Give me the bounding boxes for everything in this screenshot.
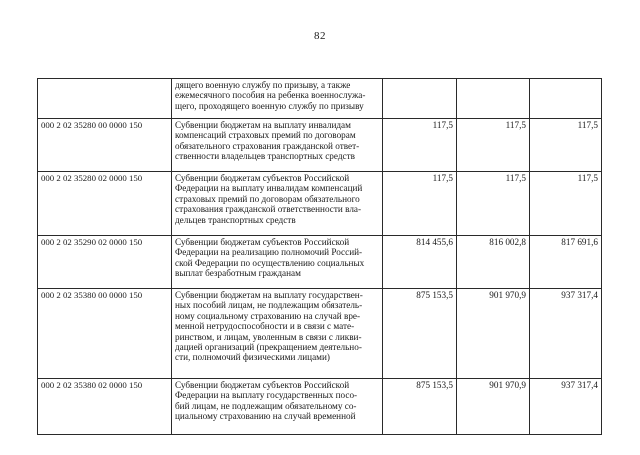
description-line: компенсаций страховых премий по договорам bbox=[175, 130, 356, 141]
budget-code-cell: 000 2 02 35290 02 0000 150 bbox=[38, 236, 172, 289]
description-line: бий лицам, не подлежащим обязательному со- bbox=[175, 400, 357, 411]
description-line: ственности владельцев транспортных средств bbox=[175, 151, 355, 162]
amount-year-2: 117,5 bbox=[457, 119, 530, 172]
description-line: ежемесячного пособия на ребенка военнослужа- bbox=[175, 90, 366, 101]
description-cell bbox=[172, 379, 383, 435]
description-line: страхования гражданской ответственности вла- bbox=[175, 204, 362, 215]
budget-code-cell: 000 2 02 35280 02 0000 150 bbox=[38, 172, 172, 236]
amount-year-2 bbox=[457, 79, 530, 119]
amount-year-3: 117,5 bbox=[530, 172, 602, 236]
table-row bbox=[38, 379, 602, 435]
budget-revenue-table bbox=[37, 78, 602, 435]
description-line: щего, проходящего военную службу по призыву bbox=[175, 100, 364, 111]
table-row bbox=[38, 79, 602, 119]
table-row bbox=[38, 236, 602, 289]
description-line: Субвенции бюджетам на выплату государствен- bbox=[175, 290, 363, 300]
amount-year-3 bbox=[530, 79, 602, 119]
amount-year-1: 117,5 bbox=[383, 172, 457, 236]
table-row bbox=[38, 172, 602, 236]
description-line: Субвенции бюджетам субъектов Российской bbox=[175, 380, 350, 390]
amount-year-1: 117,5 bbox=[383, 119, 457, 172]
amount-year-1 bbox=[383, 79, 457, 119]
description-line: дящего военную службу по призыву, а также bbox=[175, 80, 351, 90]
amount-year-3: 117,5 bbox=[530, 119, 602, 172]
description-cell bbox=[172, 236, 383, 289]
amount-year-2: 117,5 bbox=[457, 172, 530, 236]
budget-code-cell: 000 2 02 35380 00 0000 150 bbox=[38, 289, 172, 379]
description-line: Субвенции бюджетам субъектов Российской bbox=[175, 237, 350, 247]
description-line: Федерации на выплату государственных посо- bbox=[175, 390, 358, 401]
description-line: Субвенции бюджетам на выплату инвалидам bbox=[175, 120, 351, 130]
description-line: ринством, и лицам, уволенным в связи с ликви- bbox=[175, 331, 362, 342]
amount-year-2: 901 970,9 bbox=[457, 289, 530, 379]
amount-year-1: 814 455,6 bbox=[383, 236, 457, 289]
amount-year-2: 816 002,8 bbox=[457, 236, 530, 289]
table-row bbox=[38, 119, 602, 172]
description-line: обязательного страхования гражданской ответ- bbox=[175, 140, 360, 151]
table-row bbox=[38, 289, 602, 379]
description-line: сти, полномочий физическими лицами) bbox=[175, 352, 330, 363]
amount-year-1: 875 153,5 bbox=[383, 289, 457, 379]
page-number: 82 bbox=[314, 30, 326, 42]
description-line: циальному страхованию на случай временной bbox=[175, 411, 356, 422]
description-line: менной нетрудоспособности и в связи с мате- bbox=[175, 321, 355, 332]
budget-code-cell: 000 2 02 35280 00 0000 150 bbox=[38, 119, 172, 172]
description-line: ному социальному страхованию на случай вре- bbox=[175, 310, 361, 321]
description-cell bbox=[172, 79, 383, 119]
budget-code-cell: 000 2 02 35380 02 0000 150 bbox=[38, 379, 172, 435]
amount-year-3: 937 317,4 bbox=[530, 289, 602, 379]
budget-code-cell bbox=[38, 79, 172, 119]
amount-year-2: 901 970,9 bbox=[457, 379, 530, 435]
description-cell bbox=[172, 119, 383, 172]
description-line: дельцев транспортных средств bbox=[175, 214, 296, 225]
description-line: выплат безработным гражданам bbox=[175, 268, 301, 279]
table-body bbox=[38, 79, 602, 435]
description-line: Субвенции бюджетам субъектов Российской bbox=[175, 173, 350, 183]
amount-year-1: 875 153,5 bbox=[383, 379, 457, 435]
description-cell bbox=[172, 289, 383, 379]
description-line: ных пособий лицам, не подлежащим обязатель- bbox=[175, 300, 363, 311]
description-line: дацией организаций (прекращением деятельно- bbox=[175, 342, 362, 353]
description-line: Федерации на выплату инвалидам компенсаций bbox=[175, 183, 363, 194]
amount-year-3: 937 317,4 bbox=[530, 379, 602, 435]
description-line: ской Федерации по осуществлению социальных bbox=[175, 257, 365, 268]
description-line: страховых премий по договорам обязательного bbox=[175, 193, 360, 204]
description-cell bbox=[172, 172, 383, 236]
amount-year-3: 817 691,6 bbox=[530, 236, 602, 289]
description-line: Федерации на реализацию полномочий Россий- bbox=[175, 247, 363, 258]
